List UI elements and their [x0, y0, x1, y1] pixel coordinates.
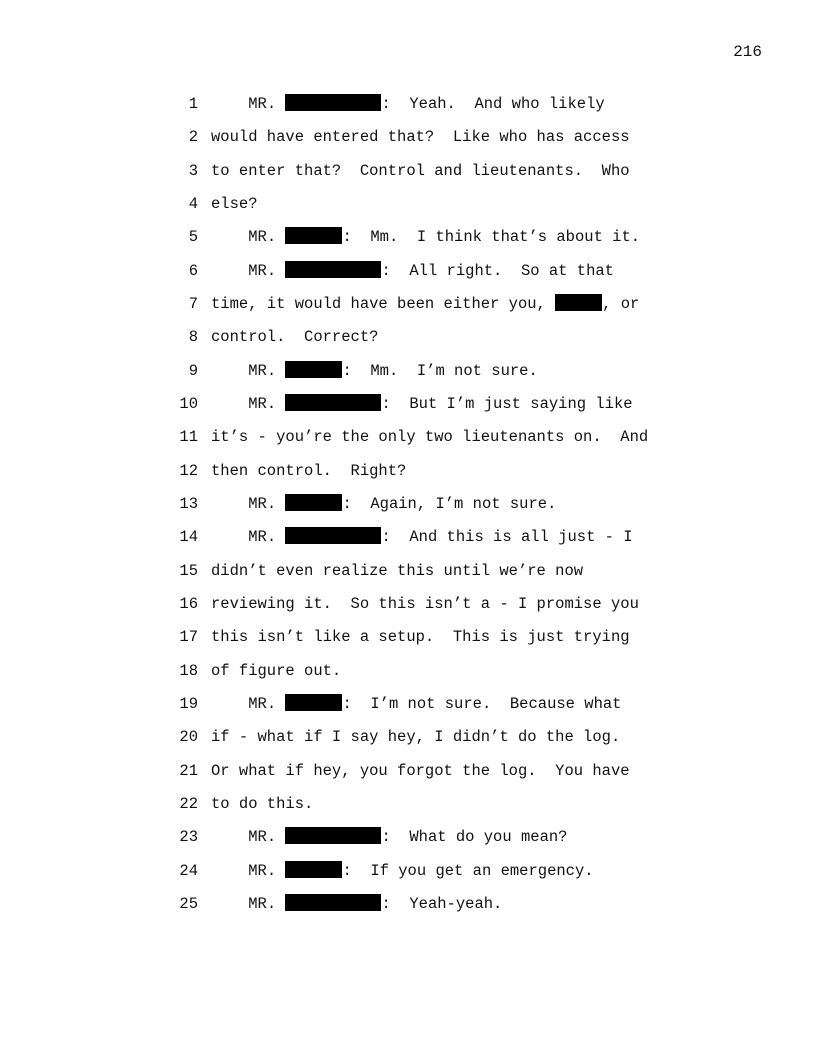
redaction-box — [285, 94, 381, 111]
transcript-line — [0, 527, 816, 560]
line-text — [211, 827, 567, 847]
line-indent — [211, 362, 248, 380]
line-indent — [211, 395, 248, 413]
line-text — [211, 461, 406, 481]
line-text-before: MR. — [248, 894, 286, 913]
transcript-line — [0, 794, 816, 827]
line-text-before: MR. — [248, 494, 286, 513]
line-text — [211, 494, 556, 514]
line-text-after: : Yeah. And who likely — [381, 95, 605, 113]
line-number: 23 — [179, 828, 198, 847]
transcript-line — [0, 161, 816, 194]
line-text-after: : Mm. I think that’s about it. — [342, 228, 641, 247]
redaction-box — [285, 261, 381, 278]
line-text-before: MR. — [248, 394, 286, 413]
line-text-before: to do this. — [211, 794, 314, 813]
line-number: 22 — [179, 794, 198, 813]
line-number: 5 — [188, 228, 198, 247]
redaction-box — [285, 894, 381, 911]
line-text — [211, 694, 621, 714]
line-number: 2 — [188, 128, 198, 147]
line-text-after: : What do you mean? — [381, 828, 568, 847]
line-text-after: : I’m not sure. Because what — [342, 694, 622, 713]
transcript-line — [0, 361, 816, 394]
line-number: 11 — [179, 428, 198, 447]
line-indent — [211, 895, 248, 913]
line-text-before: if - what if I say hey, I didn’t do the log. — [211, 728, 621, 747]
line-text-after: : And this is all just - I — [381, 528, 633, 547]
line-text-before: it’s - you’re the only two lieutenants on. And — [211, 428, 649, 447]
line-text-before: of figure out. — [211, 661, 342, 680]
redaction-box — [285, 861, 342, 878]
line-text — [211, 394, 633, 414]
redaction-box — [285, 361, 342, 378]
line-text-after: , or — [602, 294, 640, 313]
transcript-line — [0, 727, 816, 760]
line-text — [211, 94, 605, 114]
line-text-before: then control. Right? — [211, 461, 407, 480]
line-number: 12 — [179, 461, 198, 480]
line-text-before: to enter that? Control and lieutenants. Who — [211, 161, 630, 180]
line-number: 19 — [179, 694, 198, 713]
line-indent — [211, 228, 248, 246]
line-number: 4 — [188, 194, 198, 213]
transcript-line — [0, 227, 816, 260]
line-text — [211, 527, 633, 547]
line-text-after: : But I’m just saying like — [381, 394, 633, 413]
transcript-line — [0, 661, 816, 694]
transcript-line — [0, 261, 816, 294]
transcript-line — [0, 894, 816, 927]
line-text-before: else? — [211, 194, 258, 213]
line-number: 1 — [188, 95, 198, 113]
line-number: 17 — [179, 628, 198, 647]
transcript-line — [0, 561, 816, 594]
line-number: 21 — [179, 761, 198, 780]
transcript-line — [0, 294, 816, 327]
line-text-after: : Yeah-yeah. — [381, 894, 503, 913]
line-text-before: Or what if hey, you forgot the log. You have — [211, 761, 630, 780]
redaction-box — [285, 494, 342, 511]
line-number: 14 — [179, 528, 198, 547]
transcript-line — [0, 194, 816, 227]
line-text — [211, 327, 378, 347]
line-indent — [211, 828, 248, 846]
line-indent — [211, 528, 248, 546]
transcript-line — [0, 127, 816, 160]
line-indent — [211, 862, 248, 880]
line-text-before: MR. — [248, 828, 286, 847]
line-number: 8 — [188, 328, 198, 347]
line-text-before: didn’t even realize this until we’re now — [211, 561, 584, 580]
transcript-line — [0, 94, 816, 127]
line-text-after: : All right. So at that — [381, 261, 614, 280]
line-text-before: this isn’t like a setup. This is just trying — [211, 628, 630, 647]
line-text — [211, 261, 614, 281]
line-number: 24 — [179, 861, 198, 880]
redaction-box — [285, 394, 381, 411]
line-text-before: MR. — [248, 528, 286, 547]
line-number: 6 — [188, 261, 198, 280]
line-text — [211, 627, 630, 647]
line-text-before: time, it would have been either you, — [211, 294, 556, 313]
transcript-line — [0, 494, 816, 527]
redaction-box — [285, 227, 342, 244]
line-number: 25 — [179, 894, 198, 913]
line-text-before: MR. — [248, 861, 286, 880]
redaction-box — [285, 527, 381, 544]
line-text — [211, 727, 620, 747]
line-text — [211, 227, 640, 247]
line-number: 13 — [179, 494, 198, 513]
line-text — [211, 561, 583, 581]
transcript-line — [0, 761, 816, 794]
transcript-body — [0, 94, 816, 927]
redaction-box — [555, 294, 602, 311]
transcript-line — [0, 827, 816, 860]
line-indent — [211, 695, 248, 713]
line-text — [211, 761, 630, 781]
line-text-before: MR. — [248, 361, 286, 380]
line-text-before: would have entered that? Like who has access — [211, 128, 630, 147]
transcript-line — [0, 461, 816, 494]
line-text — [211, 861, 594, 881]
redaction-box — [285, 827, 381, 844]
transcript-line — [0, 327, 816, 360]
line-number: 15 — [179, 561, 198, 580]
line-text-before: MR. — [248, 261, 286, 280]
line-text — [211, 161, 630, 181]
line-text-before: MR. — [248, 694, 286, 713]
transcript-line — [0, 427, 816, 460]
line-number: 3 — [188, 161, 198, 180]
line-number: 10 — [179, 394, 198, 413]
line-text — [211, 294, 639, 314]
line-indent — [211, 262, 248, 280]
transcript-line — [0, 394, 816, 427]
transcript-line — [0, 694, 816, 727]
line-number: 9 — [188, 361, 198, 380]
redaction-box — [285, 694, 342, 711]
line-number: 18 — [179, 661, 198, 680]
line-text-before: MR. — [248, 228, 286, 247]
transcript-line — [0, 594, 816, 627]
line-text — [211, 794, 313, 814]
transcript-line — [0, 627, 816, 660]
line-text — [211, 361, 538, 381]
line-text — [211, 127, 630, 147]
line-text-before: MR. — [248, 95, 286, 113]
line-indent — [211, 495, 248, 513]
line-text — [211, 427, 648, 447]
line-text — [211, 194, 258, 214]
page-number: 216 — [733, 43, 762, 61]
line-text-before: control. Correct? — [211, 328, 379, 347]
line-number: 7 — [188, 294, 198, 313]
line-text — [211, 894, 502, 914]
line-indent — [211, 95, 248, 113]
line-text-after: : Mm. I’m not sure. — [342, 361, 538, 380]
line-text — [211, 661, 341, 681]
line-number: 20 — [179, 728, 198, 747]
line-number: 16 — [179, 594, 198, 613]
line-text — [211, 594, 639, 614]
line-text-before: reviewing it. So this isn’t a - I promise you — [211, 594, 639, 613]
line-text-after: : Again, I’m not sure. — [342, 494, 557, 513]
line-text-after: : If you get an emergency. — [342, 861, 594, 880]
transcript-line — [0, 861, 816, 894]
